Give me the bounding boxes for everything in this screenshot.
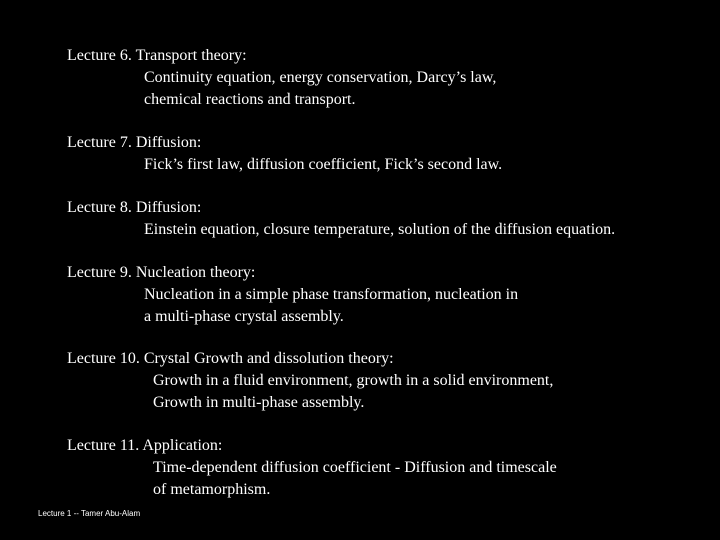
lecture-9-line-2: a multi-phase crystal assembly.: [144, 308, 344, 325]
lecture-6-line-2: chemical reactions and transport.: [144, 91, 356, 108]
lecture-6-heading: Lecture 6. Transport theory:: [67, 47, 247, 64]
lecture-7-line-1: Fick’s first law, diffusion coefficient, Fick’s second law.: [144, 156, 503, 173]
lecture-7-heading: Lecture 7. Diffusion:: [67, 134, 202, 151]
lecture-11-line-1: Time-dependent diffusion coefficient - Diffusion and timescale: [153, 459, 557, 476]
lecture-10-line-2: Growth in multi-phase assembly.: [153, 394, 365, 411]
lecture-6-line-1: Continuity equation, energy conservation, Darcy’s law,: [144, 69, 497, 86]
lecture-9-line-1: Nucleation in a simple phase transformation, nucleation in: [144, 286, 519, 303]
lecture-10-line-1: Growth in a fluid environment, growth in a solid environment,: [153, 372, 554, 389]
slide-footer: Lecture 1 -- Tamer Abu-Alam: [38, 509, 141, 518]
lecture-8-line-1: Einstein equation, closure temperature, solution of the diffusion equation.: [144, 221, 616, 238]
lecture-11-heading: Lecture 11. Application:: [67, 437, 223, 454]
lecture-9-heading: Lecture 9. Nucleation theory:: [67, 264, 256, 281]
lecture-8-heading: Lecture 8. Diffusion:: [67, 199, 202, 216]
lecture-11-line-2: of metamorphism.: [153, 481, 271, 498]
lecture-10-heading: Lecture 10. Crystal Growth and dissolution theory:: [67, 350, 394, 367]
